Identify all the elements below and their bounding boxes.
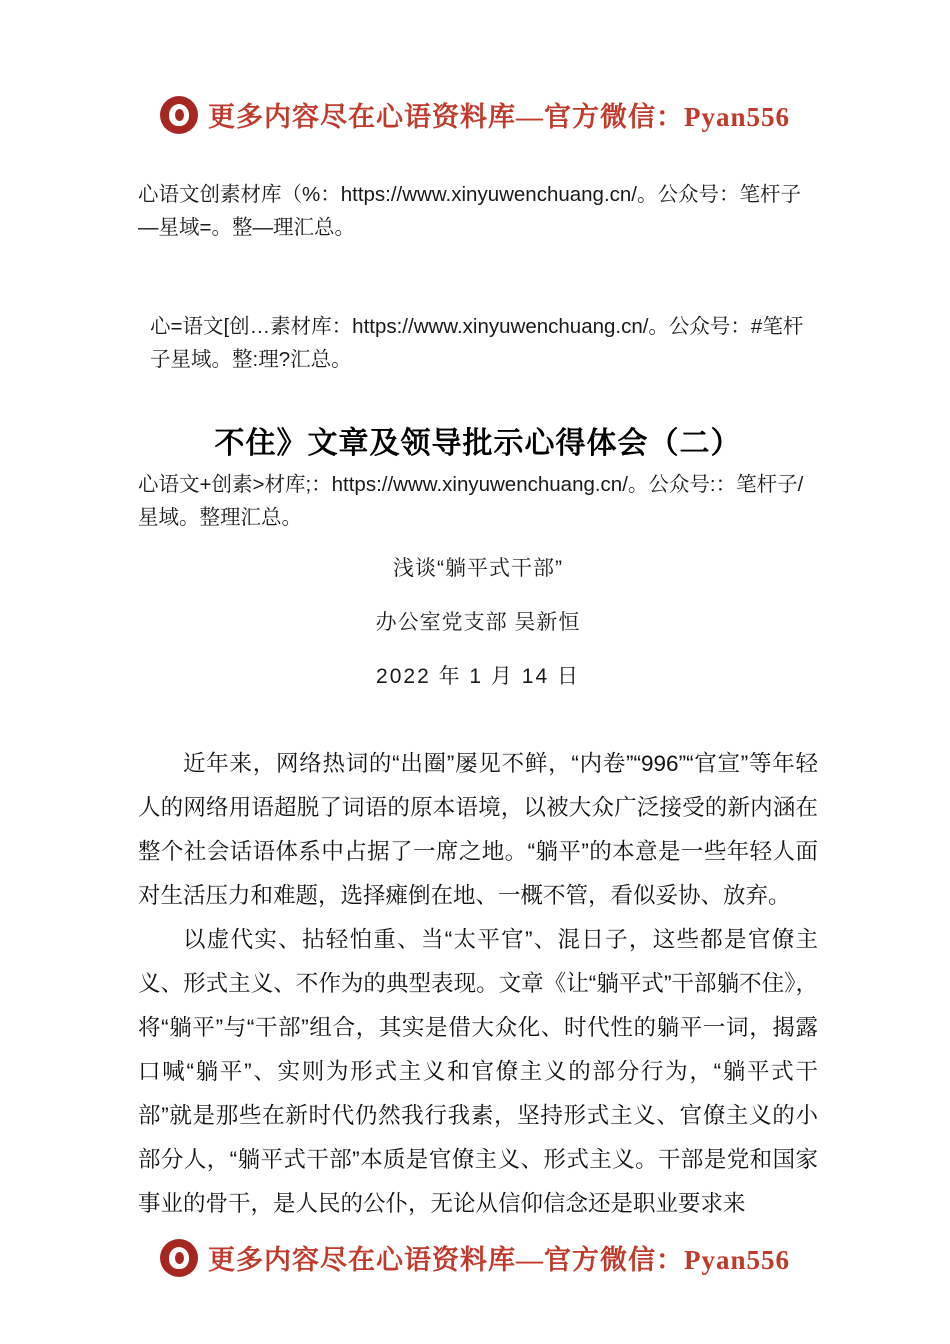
watermark-bottom [0,1238,950,1277]
document-byline: 办公室党支部 吴新恒 [375,611,581,634]
document-body [138,742,818,1226]
watermark-top [0,95,950,134]
document-subtitle: 浅谈“躺平式干部” [393,557,563,580]
source-line-1: 心语文创素材库（%：https://www.xinyuwenchuang.cn/。公众号：笔杆子—星域=。整—理汇总。 [138,183,801,239]
seal-logo-icon [160,96,198,134]
seal-logo-icon [160,1239,198,1277]
body-paragraph: 以虚代实、拈轻怕重、当“太平官”、混日子，这些都是官僚主义、形式主义、不作为的典型表现。文章《让“躺平式”干部躺不住》，将“躺平”与“干部”组合，其实是借大众化、时代性的躺平一词，揭露口喊“躺平”、实则为形式主义和官僚主义的部分行为，“躺平式干部”就是那些在新时代仍然我行我素，坚持形式主义、官僚主义的小部分人，“躺平式干部”本质是官僚主义、形式主义。干部是党和国家事业的骨干，是人民的公仆，无论从信仰信念还是职业要求来 [138,927,818,1216]
watermark-top-text: 更多内容尽在心语资料库—官方微信：Pyan556 [207,102,790,132]
page-title: 不住》文章及领导批示心得体会（二） [214,427,742,460]
source-line-2: 心=语文[创…素材库：https://www.xinyuwenchuang.cn/。公众号：#笔杆子星域。整:理?汇总。 [150,315,804,371]
document-dateline: 2022 年 1 月 14 日 [376,665,580,688]
watermark-bottom-text: 更多内容尽在心语资料库—官方微信：Pyan556 [207,1245,790,1275]
source-line-3: 心语文+创素>材库;：https://www.xinyuwenchuang.cn/。公众号:：笔杆子/星域。整理汇总。 [138,473,804,529]
body-paragraph: 近年来，网络热词的“出圈”屡见不鲜，“内卷”“996”“官宣”等年轻人的网络用语超脱了词语的原本语境，以被大众广泛接受的新内涵在整个社会话语体系中占据了一席之地。“躺平”的本意是一些年轻人面对生活压力和难题，选择瘫倒在地、一概不管，看似妥协、放弃。 [138,751,818,908]
document-content [138,178,818,1226]
